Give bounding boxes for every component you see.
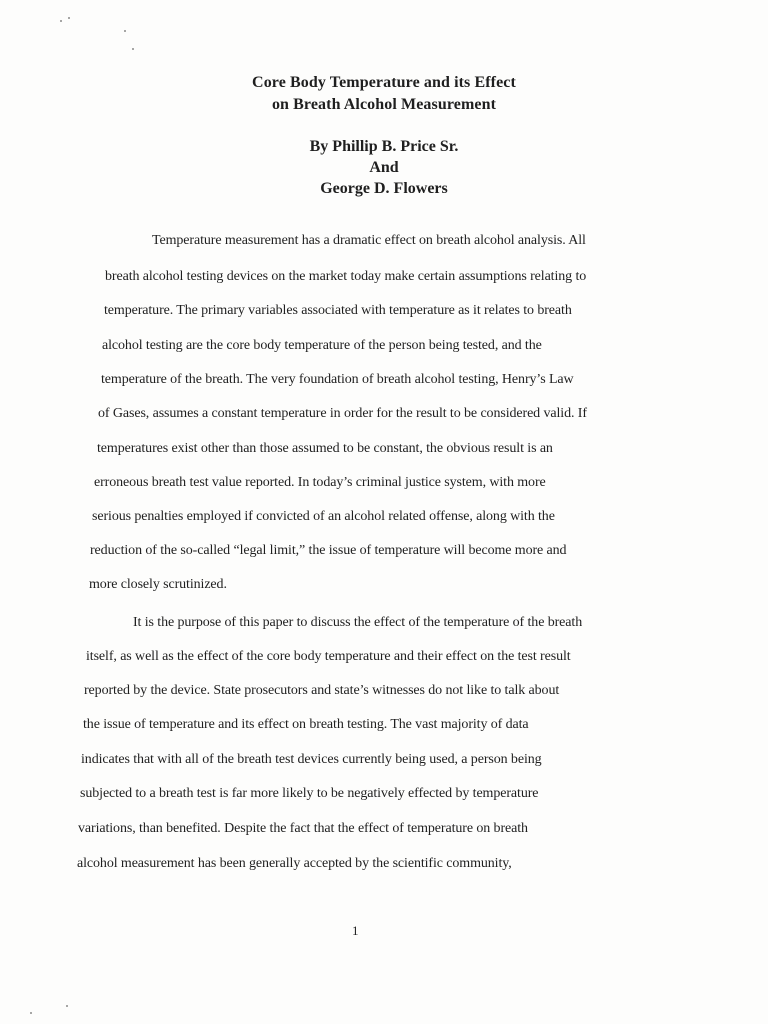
body-line: temperatures exist other than those assumed to be constant, the obvious result is an (97, 441, 553, 456)
body-line: temperature. The primary variables associated with temperature as it relates to breath (104, 303, 572, 318)
body-line: breath alcohol testing devices on the market today make certain assumptions relating to (105, 269, 587, 284)
body-line: indicates that with all of the breath test devices currently being used, a person being (81, 752, 542, 767)
body-line: It is the purpose of this paper to discuss the effect of the temperature of the breath (133, 615, 583, 630)
body-line: alcohol measurement has been generally accepted by the scientific community, (77, 856, 512, 871)
title-line: on Breath Alcohol Measurement (271, 96, 497, 113)
body-line: serious penalties employed if convicted of an alcohol related offense, along with the (92, 509, 555, 524)
title-line: Core Body Temperature and its Effect (252, 74, 516, 91)
scan-speck (124, 30, 126, 32)
body-line: reported by the device. State prosecutors and state’s witnesses do not like to talk about (84, 683, 560, 698)
body-line: subjected to a breath test is far more likely to be negatively effected by temperature (80, 786, 539, 801)
body-line: of Gases, assumes a constant temperature in order for the result to be considered valid. If (98, 406, 587, 421)
author-line: George D. Flowers (320, 180, 448, 197)
body-line: alcohol testing are the core body temperature of the person being tested, and the (102, 338, 542, 353)
body-line: the issue of temperature and its effect on breath testing. The vast majority of data (83, 717, 529, 732)
body-line: temperature of the breath. The very foundation of breath alcohol testing, Henry’s Law (101, 372, 574, 387)
body-line: reduction of the so-called “legal limit,” the issue of temperature will become more and (90, 543, 567, 558)
body-line: itself, as well as the effect of the core body temperature and their effect on the test result (86, 649, 571, 664)
author-line: And (369, 159, 399, 176)
author-line: By Phillip B. Price Sr. (309, 138, 459, 155)
scan-speck (68, 17, 70, 19)
author-block (0, 136, 768, 199)
body-line: more closely scrutinized. (89, 577, 227, 592)
scan-speck (66, 1005, 68, 1007)
scan-speck (30, 1012, 32, 1014)
scan-speck (132, 48, 134, 50)
page-number: 1 (352, 923, 359, 938)
body-line: variations, than benefited. Despite the fact that the effect of temperature on breath (78, 821, 528, 836)
body-line: erroneous breath test value reported. In today’s criminal justice system, with more (94, 475, 546, 490)
document-title (0, 72, 768, 116)
body-line: Temperature measurement has a dramatic effect on breath alcohol analysis. All (152, 233, 586, 248)
scan-speck (60, 20, 62, 22)
